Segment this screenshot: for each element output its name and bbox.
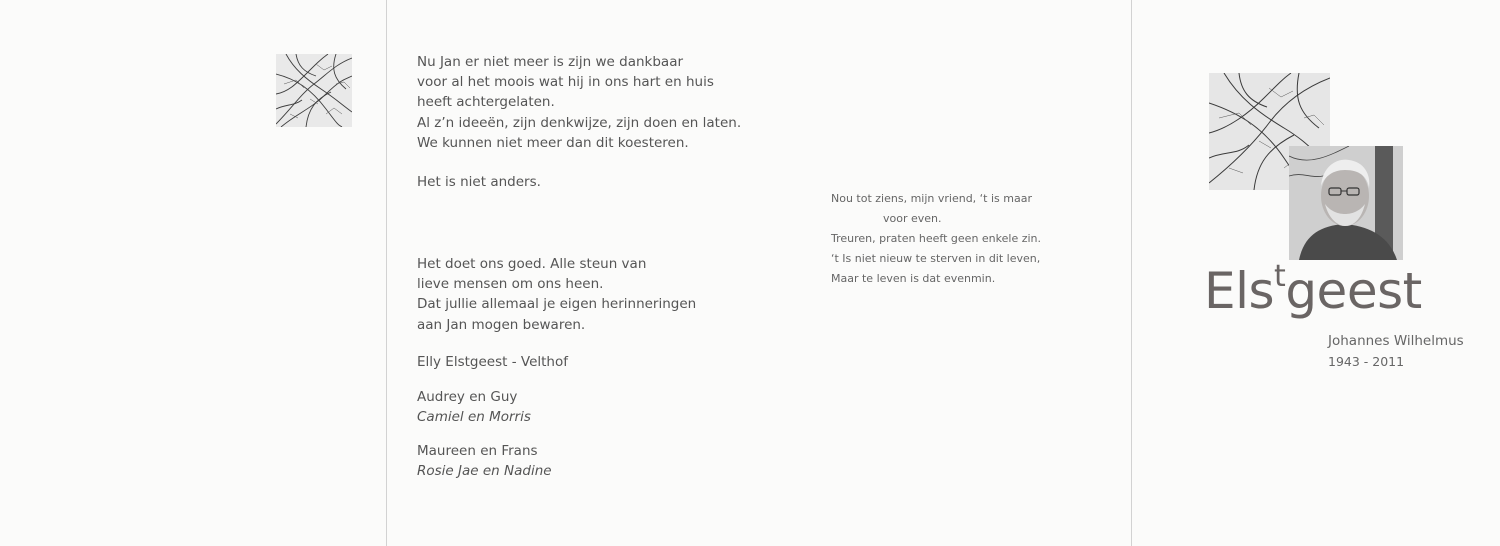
verse-line: voor even. bbox=[883, 212, 942, 225]
verse-line: Treuren, praten heeft geen enkele zin. bbox=[831, 232, 1042, 245]
grandchildren-2: Rosie Jae en Nadine bbox=[417, 463, 552, 479]
poem-line: Nu Jan er niet meer is zijn we dankbaar bbox=[417, 54, 684, 70]
poem-line: voor al het moois wat hij in ons hart en huis bbox=[417, 74, 714, 91]
surname-part-2: geest bbox=[1285, 262, 1422, 320]
memorial-poem bbox=[417, 52, 741, 153]
surname-part-1: Els bbox=[1204, 262, 1275, 320]
thanks-line: lieve mensen om ons heen. bbox=[417, 276, 604, 293]
closing-line: Het is niet anders. bbox=[417, 174, 541, 190]
tree-branches-photo-small bbox=[276, 54, 352, 127]
thanks-line: Dat jullie allemaal je eigen herinneringen bbox=[417, 296, 697, 313]
surname-title bbox=[1204, 259, 1422, 320]
verse-line: Maar te leven is dat evenmin. bbox=[831, 272, 996, 285]
thanks-text bbox=[417, 254, 696, 335]
grandchildren-1: Camiel en Morris bbox=[417, 409, 531, 425]
verse-line: ‘t Is niet nieuw te sterven in dit leven, bbox=[831, 252, 1041, 265]
family-name-child-2: Maureen en Frans bbox=[417, 443, 538, 459]
poem-line: We kunnen niet meer dan dit koesteren. bbox=[417, 134, 689, 151]
given-names: Johannes Wilhelmus bbox=[1328, 333, 1464, 349]
family-name-widow: Elly Elstgeest - Velthof bbox=[417, 354, 568, 370]
portrait-photo bbox=[1289, 146, 1403, 260]
poem-line: heeft achtergelaten. bbox=[417, 94, 555, 111]
family-name-child-1: Audrey en Guy bbox=[417, 389, 518, 405]
fold-line-left bbox=[386, 0, 387, 546]
surname-superscript: t bbox=[1274, 259, 1286, 294]
thanks-line: aan Jan mogen bewaren. bbox=[417, 316, 586, 333]
poem-line: Al z’n ideeën, zijn denkwijze, zijn doen en laten. bbox=[417, 114, 742, 131]
fold-line-right bbox=[1131, 0, 1132, 546]
farewell-verse bbox=[831, 189, 1041, 289]
thanks-line: Het doet ons goed. Alle steun van bbox=[417, 256, 647, 272]
life-years: 1943 - 2011 bbox=[1328, 354, 1405, 369]
verse-line: Nou tot ziens, mijn vriend, ‘t is maar bbox=[831, 192, 1032, 205]
